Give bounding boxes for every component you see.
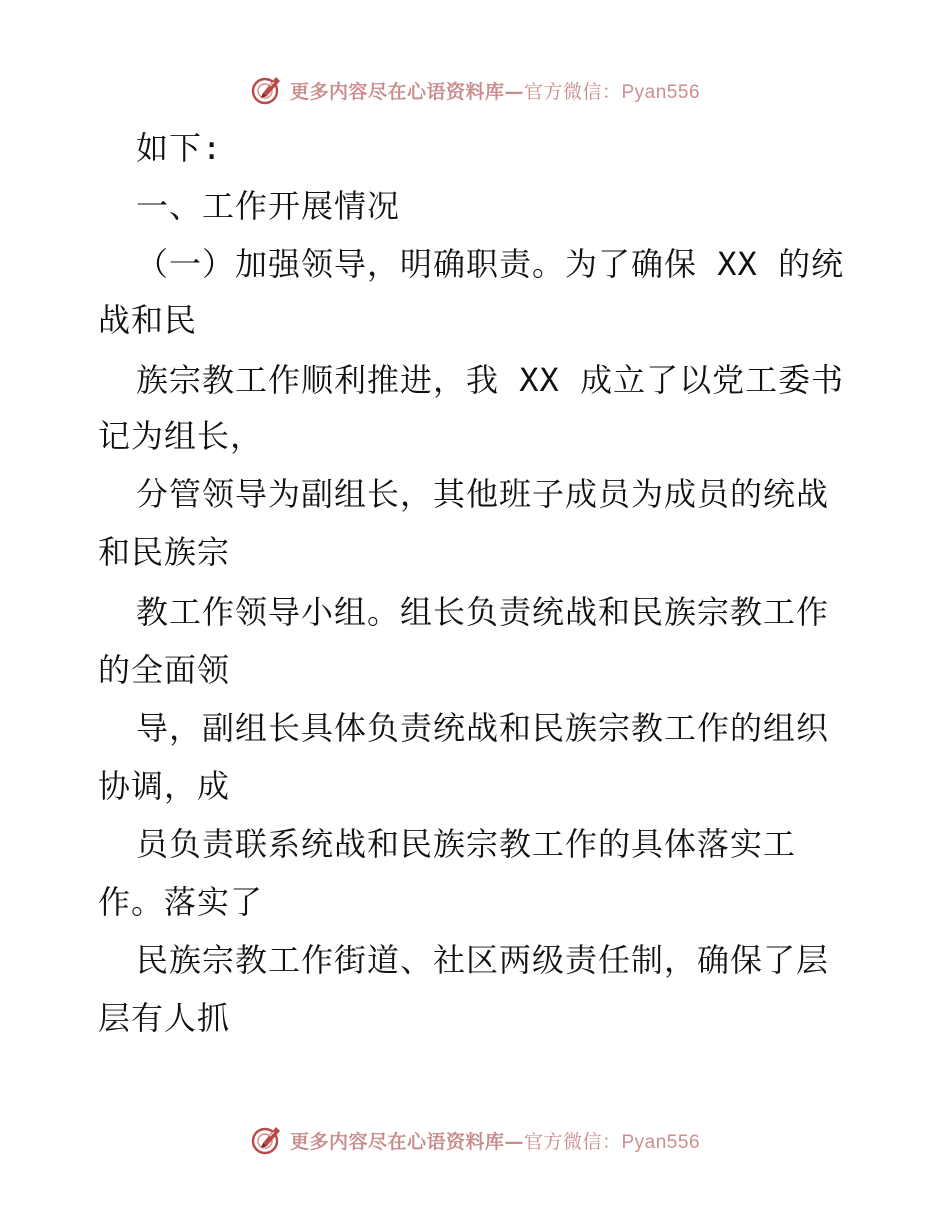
watermark-slogan: 更多内容尽在心语资料库 [289,1130,505,1153]
text-line: 导，副组长具体负责统战和民族宗教工作的组织 [136,709,830,747]
text-line: 如下: [136,129,223,167]
text-line: 作。落实了 [98,883,264,921]
text-line: 的全面领 [98,651,231,689]
footer-watermark-banner [0,1120,950,1160]
text-line: 族宗教工作顺利推进，我 XX 成立了以党工委书 [136,361,845,399]
section-heading: 一、工作开展情况 [136,187,401,225]
text-line: 和民族宗 [98,533,231,571]
text-line: 协调，成 [98,767,231,805]
pen-nib-circle-icon [250,1123,284,1157]
text-line: 分管领导为副组长，其他班子成员为成员的统战 [136,475,830,513]
text-line: 教工作领导小组。组长负责统战和民族宗教工作 [136,593,830,631]
watermark-content [250,73,700,107]
text-line: 战和民 [98,301,198,339]
watermark-separator: — [504,80,524,103]
watermark-text [290,77,700,104]
watermark-content [250,1123,700,1157]
text-line: 员负责联系统战和民族宗教工作的具体落实工 [136,825,797,863]
text-line: 层有人抓 [98,999,231,1037]
pen-nib-circle-icon [250,73,284,107]
watermark-wechat-handle: Pyan556 [621,1131,701,1153]
watermark-text [290,1127,700,1154]
watermark-wechat-label: 官方微信： [523,1130,622,1153]
text-line: 民族宗教工作街道、社区两级责任制，确保了层 [136,941,830,979]
watermark-wechat-label: 官方微信： [523,80,622,103]
watermark-slogan: 更多内容尽在心语资料库 [289,80,505,103]
text-line: （一）加强领导，明确职责。为了确保 XX 的统 [136,245,845,283]
watermark-wechat-handle: Pyan556 [621,81,701,103]
watermark-separator: — [504,1130,524,1153]
text-line: 记为组长， [98,417,264,455]
header-watermark-banner [0,70,950,110]
